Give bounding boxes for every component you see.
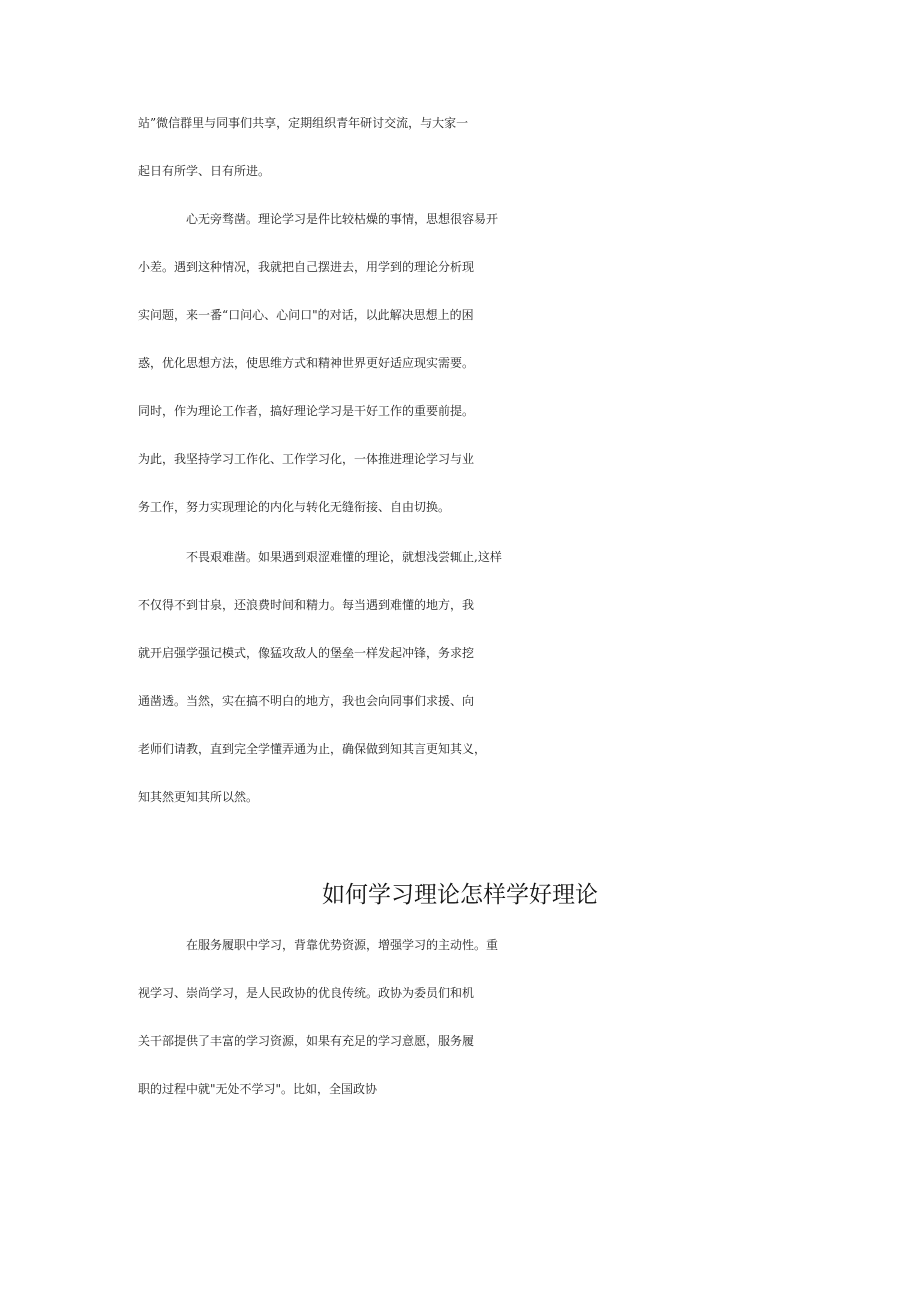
para3-line-4: 通凿透。当然，实在搞不明白的地方，我也会向同事们求援、向 — [138, 694, 475, 708]
para2-line-5: 同时，作为理论工作者，搞好理论学习是干好工作的重要前提。 — [138, 404, 475, 418]
para2-line-7: 务工作，努力实现理论的内化与转化无缝衔接、自由切换。 — [138, 500, 451, 514]
para2-line-1: 心无旁骛凿。理论学习是件比较枯燥的事情，思想很容易开 — [186, 212, 499, 226]
para3-line-3: 就开启强学强记模式，像猛攻敌人的堡垒一样发起冲锋，务求挖 — [138, 646, 475, 660]
para1-line-2: 起日有所学、日有所进。 — [138, 164, 271, 178]
para3-line-5: 老师们请教，直到完全学懂弄通为止，确保做到知其言更知其义， — [138, 742, 487, 756]
para3-line-6: 知其然更知其所以然。 — [138, 790, 259, 804]
para2-line-6: 为此，我坚持学习工作化、工作学习化，一体推进理论学习与业 — [138, 452, 475, 466]
para4-line-2: 视学习、崇尚学习，是人民政协的优良传统。政协为委员们和机 — [138, 986, 475, 1000]
section-heading: 如何学习理论怎样学好理论 — [322, 882, 598, 908]
para4-line-4: 职的过程中就"无处不学习"。比如，全国政协 — [138, 1082, 378, 1096]
para2-line-4: 惑，优化思想方法，使思维方式和精神世界更好适应现实需要。 — [138, 356, 475, 370]
para1-line-1: 站”微信群里与同事们共享，定期组织青年研讨交流，与大家一 — [138, 116, 469, 130]
para4-line-3: 关干部提供了丰富的学习资源，如果有充足的学习意愿，服务履 — [138, 1034, 475, 1048]
para4-line-1: 在服务履职中学习，背靠优势资源，增强学习的主动性。重 — [186, 938, 499, 952]
para2-line-2: 小差。遇到这种情况，我就把自己摆进去，用学到的理论分析现 — [138, 260, 475, 274]
para3-line-1: 不畏艰难凿。如果遇到艰涩难懂的理论，就想浅尝辄止,这样 — [186, 550, 502, 564]
para3-line-2: 不仅得不到甘泉，还浪费时间和精力。每当遇到难懂的地方，我 — [138, 598, 475, 612]
para2-line-3: 实问题，来一番“口问心、心问口"的对话，以此解决思想上的困 — [138, 308, 474, 322]
